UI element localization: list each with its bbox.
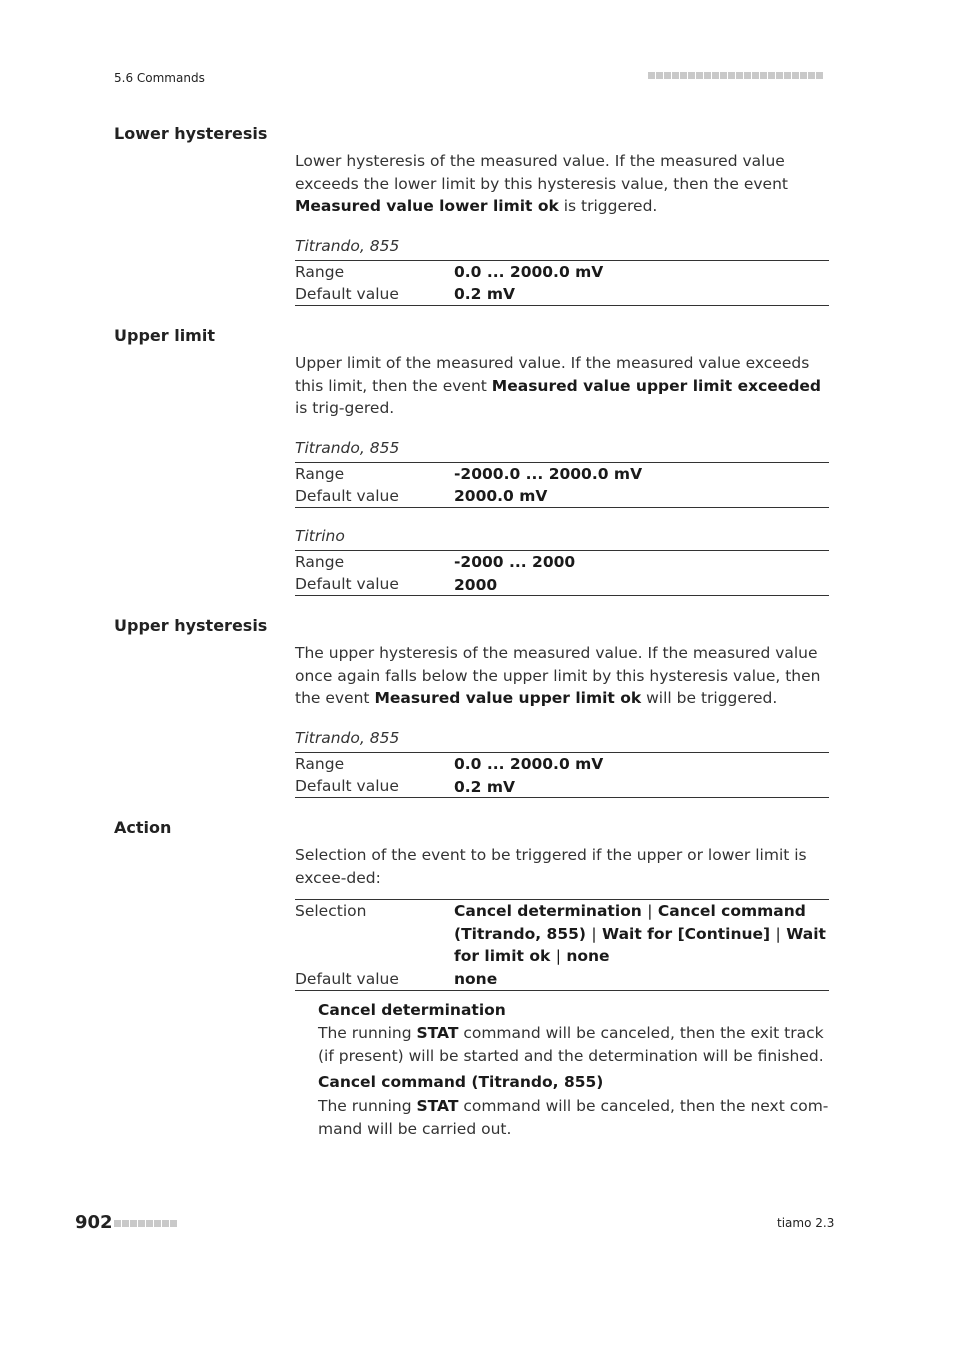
lower-hysteresis-description: Lower hysteresis of the measured value. If the measured value exceeds the lower limit by this hysteresis value, then the event Measured value lower limit ok is triggered. bbox=[295, 152, 788, 215]
table-rule bbox=[295, 305, 829, 306]
default-value: 2000 bbox=[454, 576, 498, 594]
table-caption: Titrando, 855 bbox=[295, 237, 400, 255]
selection-option: Wait for [Continue] bbox=[602, 924, 771, 943]
table-caption: Titrino bbox=[295, 527, 345, 545]
default-label: Default value bbox=[295, 487, 399, 505]
page-number: 902 bbox=[75, 1212, 113, 1233]
option-title-cancel-determination: Cancel determination bbox=[318, 1001, 506, 1019]
section-title-lower-hysteresis: Lower hysteresis bbox=[114, 124, 268, 143]
running-header-section: 5.6 Commands bbox=[114, 71, 205, 85]
selection-option: none bbox=[566, 947, 610, 965]
footer-decoration-squares bbox=[114, 1220, 177, 1227]
selection-option: Cancel determination bbox=[454, 902, 642, 920]
selection-options: Cancel determination | Cancel command (Titrando, 855) | Wait for [Continue] | Wait for limit ok | none bbox=[454, 902, 826, 965]
default-value: 2000.0 mV bbox=[454, 487, 548, 505]
range-value: 0.0 ... 2000.0 mV bbox=[454, 263, 604, 281]
option-description-cancel-determination: The running STAT command will be canceled, then the exit track (if present) will be started and the determination will be finished. bbox=[318, 1024, 824, 1065]
default-label: Default value bbox=[295, 575, 399, 593]
upper-hysteresis-description: The upper hysteresis of the measured value. If the measured value once again falls below the upper limit by this hysteresis value, then the event Measured value upper limit ok will be triggered. bbox=[295, 644, 821, 707]
action-description: Selection of the event to be triggered if the upper or lower limit is excee-ded: bbox=[295, 846, 807, 887]
range-value: -2000.0 ... 2000.0 mV bbox=[454, 465, 643, 483]
range-value: -2000 ... 2000 bbox=[454, 553, 576, 571]
range-label: Range bbox=[295, 263, 345, 281]
section-title-upper-limit: Upper limit bbox=[114, 326, 215, 345]
range-label: Range bbox=[295, 465, 345, 483]
table-rule bbox=[295, 990, 829, 991]
product-name: tiamo 2.3 bbox=[777, 1216, 835, 1230]
range-label: Range bbox=[295, 755, 345, 773]
default-value: 0.2 mV bbox=[454, 285, 516, 303]
section-title-action: Action bbox=[114, 818, 172, 837]
table-caption: Titrando, 855 bbox=[295, 439, 400, 457]
range-value: 0.0 ... 2000.0 mV bbox=[454, 755, 604, 773]
default-label: Default value bbox=[295, 970, 399, 988]
default-value: 0.2 mV bbox=[454, 778, 516, 796]
range-label: Range bbox=[295, 553, 345, 571]
table-rule bbox=[295, 507, 829, 508]
upper-limit-description: Upper limit of the measured value. If the measured value exceeds this limit, then the event Measured value upper limit exceeded is trig-gered. bbox=[295, 354, 822, 417]
section-title-upper-hysteresis: Upper hysteresis bbox=[114, 616, 268, 635]
option-description-cancel-command: The running STAT command will be canceled, then the next com-mand will be carried out. bbox=[318, 1097, 829, 1138]
header-decoration-squares bbox=[648, 72, 829, 82]
selection-option: Cancel command (Titrando, 855) bbox=[454, 902, 806, 943]
table-rule bbox=[295, 797, 829, 798]
option-title-cancel-command: Cancel command (Titrando, 855) bbox=[318, 1073, 604, 1091]
table-rule bbox=[295, 595, 829, 596]
default-label: Default value bbox=[295, 285, 399, 303]
selection-option: Wait for limit ok bbox=[454, 924, 826, 965]
table-caption: Titrando, 855 bbox=[295, 729, 400, 747]
default-label: Default value bbox=[295, 777, 399, 795]
default-value: none bbox=[454, 970, 498, 988]
selection-label: Selection bbox=[295, 902, 367, 920]
